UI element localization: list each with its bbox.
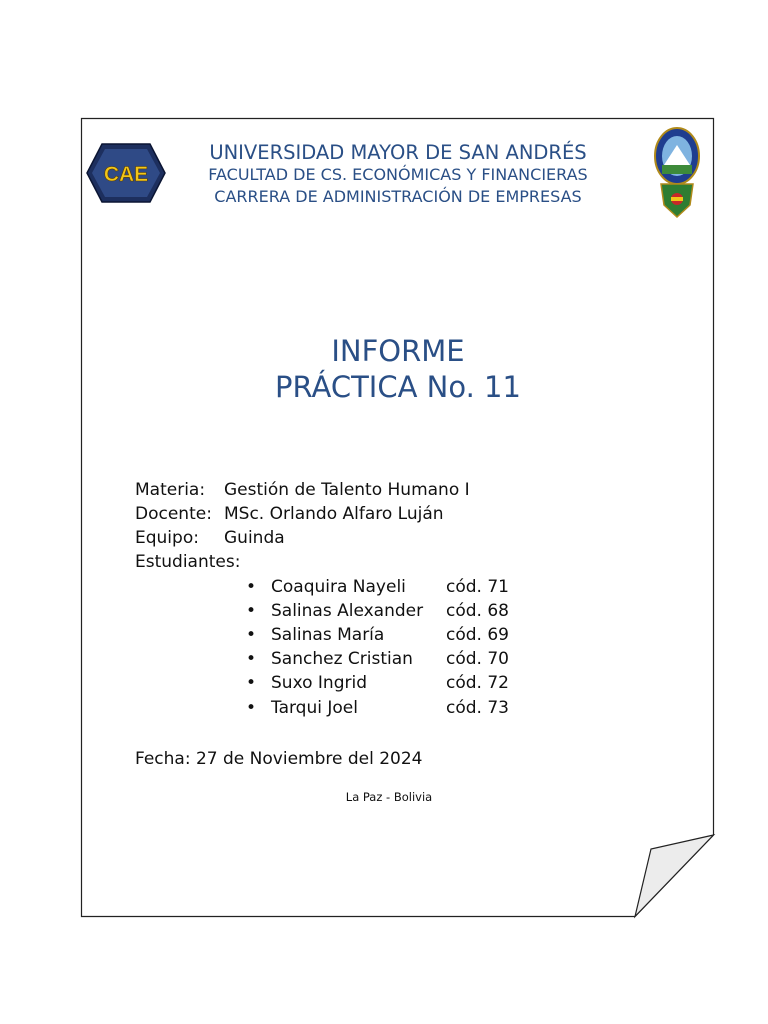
report-title: INFORME — [331, 334, 465, 368]
faculty-name: FACULTAD DE CS. ECONÓMICAS Y FINANCIERAS — [208, 165, 588, 184]
report-place: La Paz - Bolivia — [345, 790, 433, 804]
bullet-icon: • — [246, 698, 257, 718]
equipo-value: Guinda — [224, 528, 285, 548]
docente-label: Docente: — [135, 504, 212, 524]
bullet-icon: • — [246, 673, 257, 693]
svg-text:CAE: CAE — [103, 163, 149, 186]
student-code: cód. 73 — [446, 698, 509, 718]
bullet-icon: • — [246, 577, 257, 597]
estudiantes-label: Estudiantes: — [135, 552, 241, 572]
docente-value: MSc. Orlando Alfaro Luján — [224, 504, 444, 524]
bullet-icon: • — [246, 601, 257, 621]
student-code: cód. 69 — [446, 625, 509, 645]
report-date: Fecha: 27 de Noviembre del 2024 — [135, 749, 423, 769]
student-code: cód. 70 — [446, 649, 509, 669]
student-code: cód. 68 — [446, 601, 509, 621]
career-name: CARRERA DE ADMINISTRACIÓN DE EMPRESAS — [214, 187, 582, 206]
student-name: Coaquira Nayeli — [271, 577, 406, 597]
university-name: UNIVERSIDAD MAYOR DE SAN ANDRÉS — [209, 141, 587, 164]
student-code: cód. 71 — [446, 577, 509, 597]
cae-logo — [86, 143, 166, 203]
practice-title: PRÁCTICA No. 11 — [275, 370, 521, 404]
student-name: Suxo Ingrid — [271, 673, 367, 693]
student-name: Sanchez Cristian — [271, 649, 413, 669]
equipo-label: Equipo: — [135, 528, 199, 548]
bullet-icon: • — [246, 649, 257, 669]
bullet-icon: • — [246, 625, 257, 645]
materia-value: Gestión de Talento Humano I — [224, 480, 470, 500]
university-seal-logo — [652, 127, 702, 221]
materia-label: Materia: — [135, 480, 206, 500]
student-name: Salinas Alexander — [271, 601, 424, 621]
student-code: cód. 72 — [446, 673, 509, 693]
student-name: Salinas María — [271, 625, 385, 645]
student-name: Tarqui Joel — [271, 698, 358, 718]
